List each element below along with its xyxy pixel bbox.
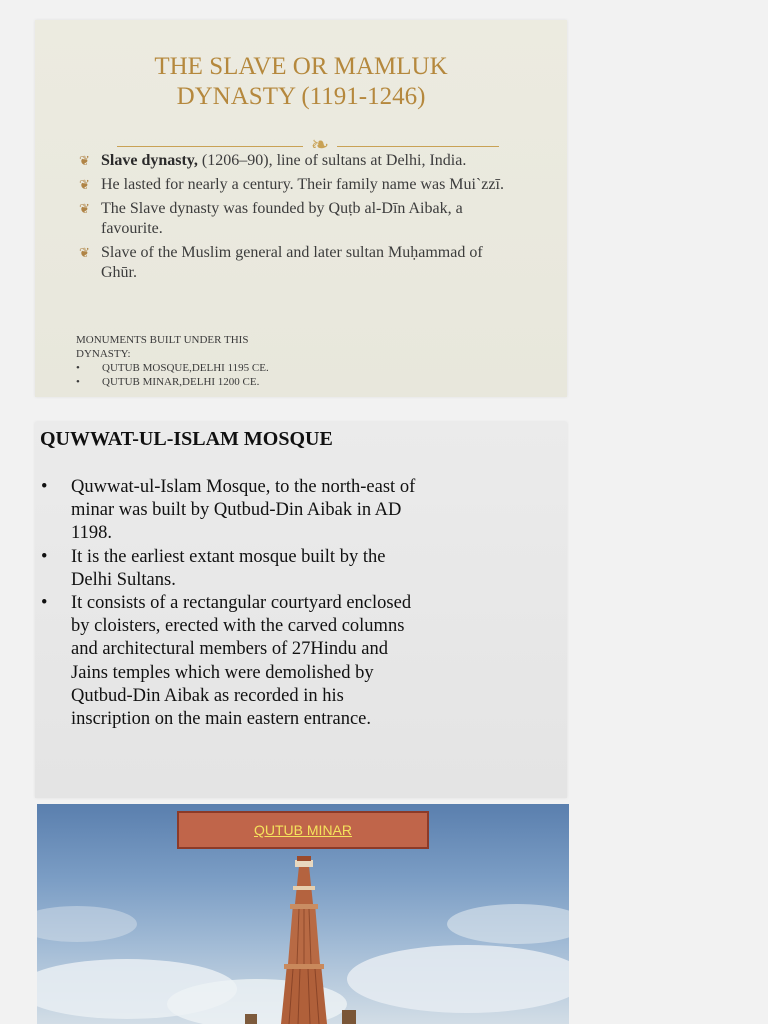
bullet-text: (1206–90), line of sultans at Delhi, India. xyxy=(197,152,467,169)
monuments-section xyxy=(76,333,376,389)
fleuron-bullet-icon: ❦ xyxy=(79,246,90,261)
slide-title: QUWWAT-UL-ISLAM MOSQUE xyxy=(40,428,333,450)
list-item xyxy=(79,175,519,195)
bullet-dot-icon: • xyxy=(76,362,80,374)
list-item xyxy=(79,151,519,171)
scroll-ornament-icon: ❧ xyxy=(303,133,337,157)
bullet-bold-text: Slave dynasty, xyxy=(101,152,198,169)
qutub-minar-link-button[interactable] xyxy=(177,811,429,849)
list-item xyxy=(79,199,519,239)
fleuron-bullet-icon: ❦ xyxy=(79,154,90,169)
slide-mamluk-dynasty xyxy=(35,20,567,397)
bullet-dot-icon: • xyxy=(76,376,80,388)
monuments-heading-cont: DYNASTY: xyxy=(76,348,131,360)
bullet-dot-icon: • xyxy=(41,546,48,567)
list-item xyxy=(76,375,376,389)
bullet-text: Quwwat-ul-Islam Mosque, to the north-east of minar was built by Qutbud-Din Aibak in AD 1198. xyxy=(71,477,416,544)
title-line-2: DYNASTY (1191-1246) xyxy=(176,83,426,110)
slide-qutub-minar xyxy=(37,804,569,1024)
button-label[interactable]: QUTUB MINAR xyxy=(254,822,352,838)
fleuron-bullet-icon: ❦ xyxy=(79,178,90,193)
bullet-list xyxy=(41,476,421,731)
bullet-dot-icon: • xyxy=(41,593,48,614)
list-item xyxy=(41,546,421,592)
monument-text: QUTUB MINAR,DELHI 1200 CE. xyxy=(102,376,260,388)
bullet-dot-icon: • xyxy=(41,477,48,497)
monument-text: QUTUB MOSQUE,DELHI 1195 CE. xyxy=(102,362,269,374)
list-item xyxy=(41,476,421,546)
bullet-text: The Slave dynasty was founded by Quṭb al-Dīn Aibak, a favourite. xyxy=(101,200,463,237)
bullet-text: It is the earliest extant mosque built by the Delhi Sultans. xyxy=(71,546,386,590)
slide-title xyxy=(35,52,567,112)
bullet-text: It consists of a rectangular courtyard enclosed by cloisters, erected with the carved columns and architectural members of 27Hindu and Jains temples which were demolished by Qutbud-Din Aibak as recorded in his inscription on the main eastern entrance. xyxy=(71,593,412,730)
bullet-text: Slave of the Muslim general and later sultan Muḥammad of Ghūr. xyxy=(101,244,483,281)
bullet-list xyxy=(79,151,519,287)
list-item xyxy=(41,592,421,731)
fleuron-bullet-icon: ❦ xyxy=(79,202,90,217)
list-item xyxy=(76,361,376,375)
title-line-1: THE SLAVE OR MAMLUK xyxy=(154,53,448,80)
slide-quwwat-ul-islam xyxy=(35,422,567,798)
list-item xyxy=(79,243,519,283)
bullet-text: He lasted for nearly a century. Their family name was Mui`zzī. xyxy=(101,176,504,193)
monuments-heading: MONUMENTS BUILT UNDER THIS xyxy=(76,334,249,346)
